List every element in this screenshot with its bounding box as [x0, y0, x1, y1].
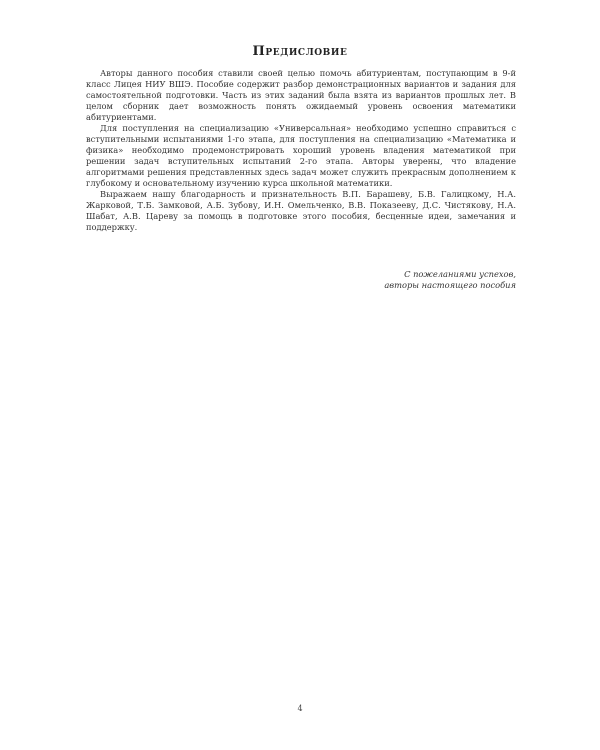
page-number: 4 [297, 704, 303, 713]
signature-block [384, 269, 516, 291]
signature-line-1: С пожеланиями успехов, [404, 269, 516, 279]
paragraph-intro: Авторы данного пособия ставили своей целью помочь абитуриентам, поступающим в 9-й класс Лицея НИУ ВШЭ. Пособие содержит разбор демонстрационных вариантов и задания для самостоятельной подготовки. Часть из этих заданий была взята из вариантов прошлых лет. В целом сборник дает возможность понять ожидаемый уровень освоения математики абитуриентами. [86, 68, 516, 122]
preface-body [86, 68, 516, 233]
paragraph-specializations: Для поступления на специализацию «Универсальная» необходимо успешно справиться с вступительными испытаниями 1-го этапа, для поступления на специализацию «Математика и физика» необходимо продемонстрировать хороший уровень владения математикой при решении задач вступительных испытаний 2-го этапа. Авторы уверены, что владение алгоритмами решения представленных здесь задач может служить прекрасным дополнением к глубокому и основательному изучению курса школьной математики. [86, 123, 516, 188]
paragraph-acknowledgements: Выражаем нашу благодарность и признательность В.П. Барашеву, Б.В. Галицкому, Н.А. Жарковой, Т.Б. Замковой, А.Б. Зубову, И.Н. Омельченко, В.В. Показееву, Д.С. Чистякову, Н.А. Шабат, А.В. Цареву за помощь в подготовке этого пособия, бесценные идеи, замечания и поддержку. [86, 189, 516, 232]
signature-line-2: авторы настоящего пособия [384, 280, 516, 290]
page-title: Предисловие [252, 44, 348, 59]
